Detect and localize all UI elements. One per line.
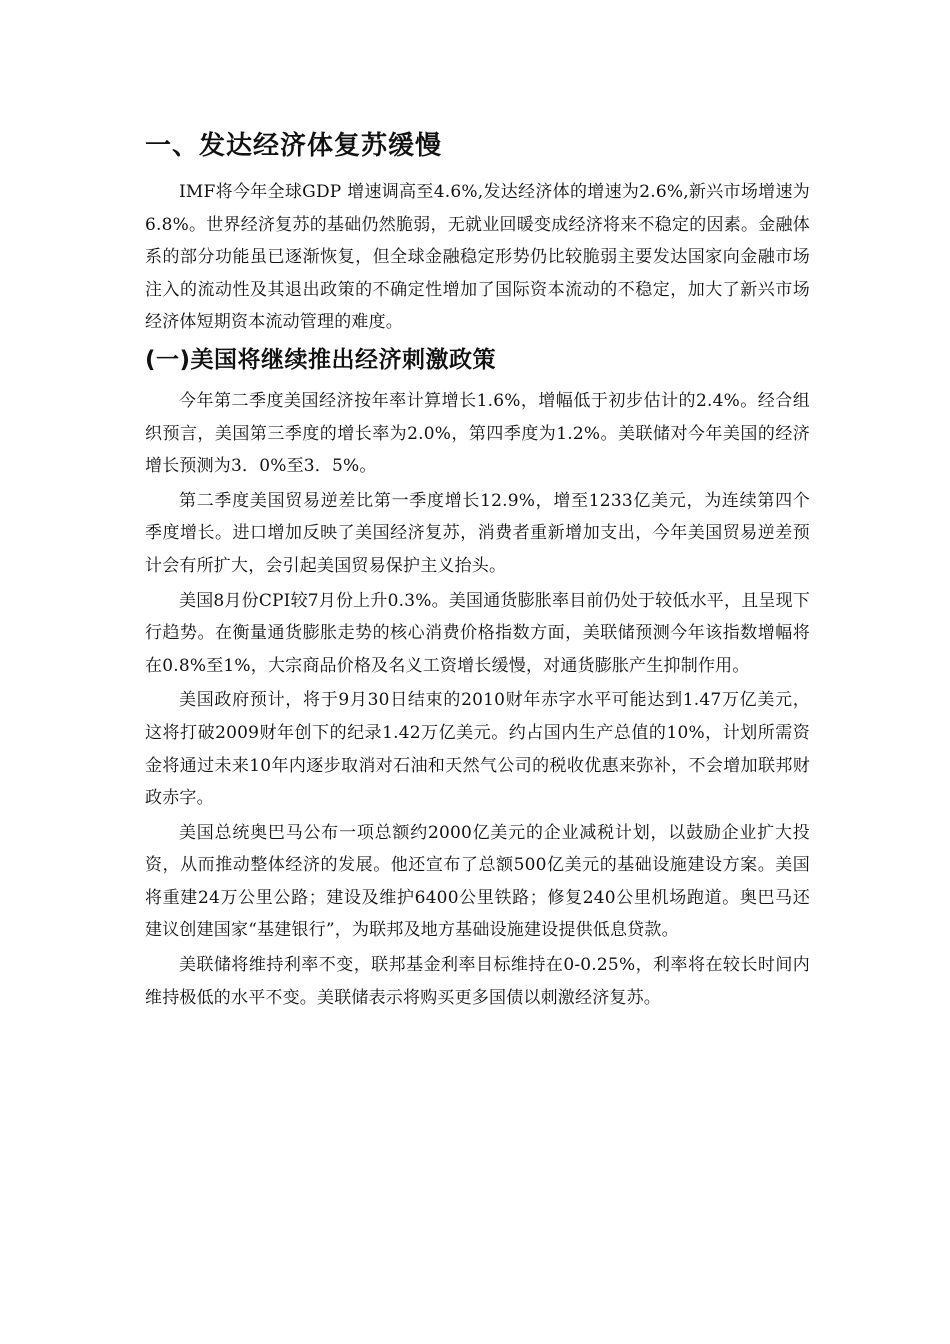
paragraph-imf-forecast: IMF将今年全球GDP 增速调高至4.6%,发达经济体的增速为2.6%,新兴市场增速为6.8%。世界经济复苏的基础仍然脆弱，无就业回暖变成经济将来不稳定的因素。金融体系的部分功能虽已逐渐恢复，但全球金融稳定形势仍比较脆弱主要发达国家向金融市场注入的流动性及其退出政策的不确定性增加了国际资本流动的不稳定，加大了新兴市场经济体短期资本流动管理的难度。 xyxy=(145,182,810,333)
document-body xyxy=(145,128,810,1016)
section-heading-developed-economies: 一、发达经济体复苏缓慢 xyxy=(145,131,443,161)
paragraph-us-cpi: 美国8月份CPI较7月份上升0.3%。美国通货膨胀率目前仍处于较低水平，且呈现下行趋势。在衡量通货膨胀走势的核心消费价格指数方面，美联储预测今年该指数增幅将在0.8%至1%，大宗商品价格及名义工资增长缓慢，对通货膨胀产生抑制作用。 xyxy=(145,590,810,676)
paragraph-us-fed-rates: 美联储将维持利率不变，联邦基金利率目标维持在0-0.25%，利率将在较长时间内维持极低的水平不变。美联储表示将购买更多国债以刺激经济复苏。 xyxy=(145,955,810,1008)
subsection-heading-us-stimulus: (一)美国将继续推出经济刺激政策 xyxy=(145,346,497,373)
paragraph-us-fiscal-deficit: 美国政府预计，将于9月30日结束的2010财年赤字水平可能达到1.47万亿美元，这将打破2009财年创下的纪录1.42万亿美元。约占国内生产总值的10%，计划所需资金将通过未来10年内逐步取消对石油和天然气公司的税收优惠来弥补，不会增加联邦财政赤字。 xyxy=(145,690,810,809)
paragraph-us-gdp-growth: 今年第二季度美国经济按年率计算增长1.6%，增幅低于初步估计的2.4%。经合组织预言，美国第三季度的增长率为2.0%，第四季度为1.2%。美联储对今年美国的经济增长预测为3．0%至3．5%。 xyxy=(145,390,810,477)
paragraph-us-trade-deficit: 第二季度美国贸易逆差比第一季度增长12.9%，增至1233亿美元，为连续第四个季度增长。进口增加反映了美国经济复苏，消费者重新增加支出，今年美国贸易逆差预计会有所扩大，会引起美国贸易保护主义抬头。 xyxy=(145,490,810,576)
paragraph-us-tax-cut-infrastructure: 美国总统奥巴马公布一项总额约2000亿美元的企业减税计划，以鼓励企业扩大投资，从而推动整体经济的发展。他还宣布了总额500亿美元的基础设施建设方案。美国将重建24万公里公路；建设及维护6400公里铁路；修复240公里机场跑道。奥巴马还建议创建国家“基建银行”，为联邦及地方基础设施建设提供低息贷款。 xyxy=(145,822,810,941)
